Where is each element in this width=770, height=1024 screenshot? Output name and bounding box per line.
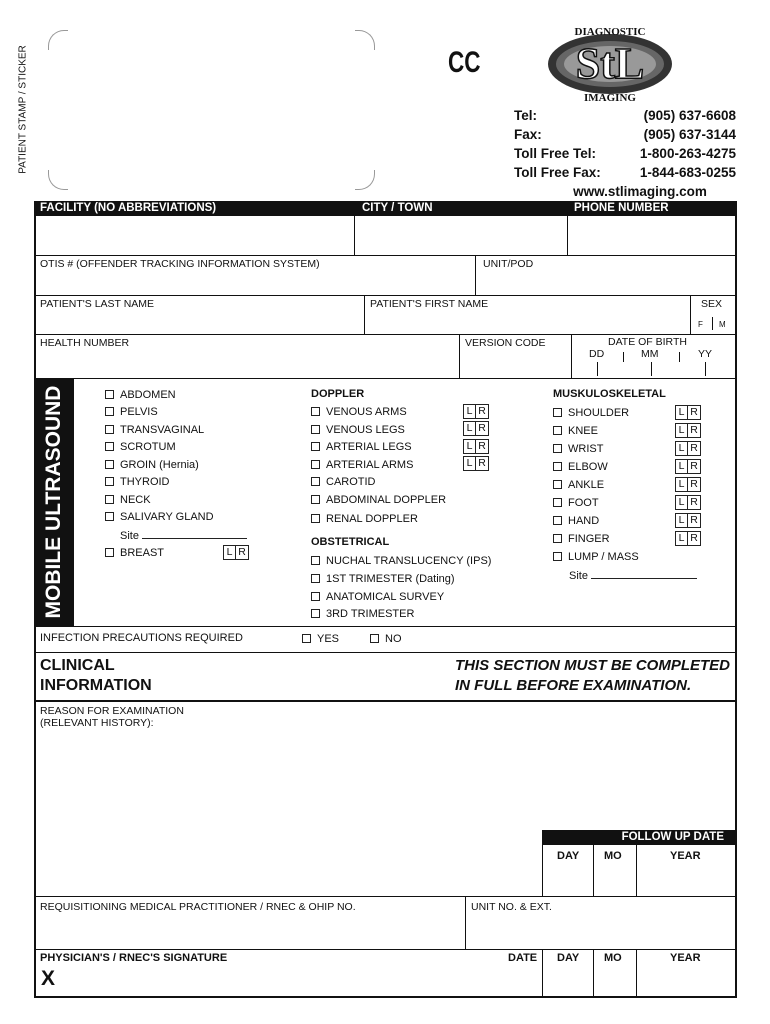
shoulder-lr[interactable]: L R: [675, 405, 701, 420]
version-code-field[interactable]: [460, 350, 570, 377]
facility-field[interactable]: [36, 216, 354, 255]
sig-mo[interactable]: MO: [604, 952, 622, 964]
msk-site[interactable]: Site: [569, 567, 697, 585]
arterial-legs-lr[interactable]: L R: [463, 439, 489, 454]
health-number-label: HEALTH NUMBER: [40, 337, 130, 349]
cb-venous-legs[interactable]: VENOUS LEGS: [311, 421, 405, 439]
contact-block: Tel: (905) 637-6608 Fax: (905) 637-3144 Toll Free Tel: 1-800-263-4275 Toll Free Fax: 1-844-683-0255 www.stlimaging.com: [514, 108, 736, 199]
cb-thyroid[interactable]: THYROID: [105, 473, 170, 491]
first-name-label: PATIENT'S FIRST NAME: [370, 298, 489, 310]
cb-arterial-legs[interactable]: ARTERIAL LEGS: [311, 438, 412, 456]
cb-abdomen[interactable]: ABDOMEN: [105, 386, 176, 404]
arterial-arms-lr[interactable]: L R: [463, 456, 489, 471]
hand-lr[interactable]: L R: [675, 513, 701, 528]
first-name-field[interactable]: [365, 310, 689, 333]
last-name-label: PATIENT'S LAST NAME: [40, 298, 155, 310]
cb-foot[interactable]: FOOT: [553, 494, 599, 512]
svg-text:IMAGING: IMAGING: [584, 92, 636, 104]
svg-text:DIAGNOSTIC: DIAGNOSTIC: [574, 26, 646, 38]
cb-hand[interactable]: HAND: [553, 512, 599, 530]
phone-field[interactable]: [568, 216, 735, 255]
msk-title: MUSKULOSKELETAL: [553, 388, 666, 400]
last-name-field[interactable]: [36, 310, 363, 333]
unit-pod-label: UNIT/POD: [483, 258, 534, 270]
unit-ext-field[interactable]: [466, 915, 735, 948]
cb-salivary-gland[interactable]: SALIVARY GLAND: [105, 508, 214, 526]
follow-day[interactable]: DAY: [557, 850, 580, 862]
infection-label: INFECTION PRECAUTIONS REQUIRED: [40, 632, 243, 644]
clinical-heading: CLINICAL INFORMATION: [40, 657, 152, 694]
col1-site[interactable]: Site: [120, 527, 247, 545]
venous-legs-lr[interactable]: L R: [463, 421, 489, 436]
obstetrical-title: OBSTETRICAL: [311, 536, 390, 548]
cb-scrotum[interactable]: SCROTUM: [105, 438, 176, 456]
unit-pod-field[interactable]: [476, 270, 735, 294]
follow-year[interactable]: YEAR: [670, 850, 701, 862]
unit-ext-label: UNIT NO. & EXT.: [471, 901, 552, 913]
cb-renal-doppler[interactable]: RENAL DOPPLER: [311, 510, 418, 528]
cb-anatomical[interactable]: ANATOMICAL SURVEY: [311, 588, 444, 606]
cb-finger[interactable]: FINGER: [553, 530, 610, 548]
dob-mm[interactable]: MM: [641, 348, 659, 360]
header-bar: FACILITY (NO ABBREVIATIONS) CITY / TOWN PHONE NUMBER: [34, 201, 737, 216]
knee-lr[interactable]: L R: [675, 423, 701, 438]
ankle-lr[interactable]: L R: [675, 477, 701, 492]
must-complete-note: THIS SECTION MUST BE COMPLETED IN FULL BEFORE EXAMINATION.: [455, 657, 731, 694]
elbow-lr[interactable]: L R: [675, 459, 701, 474]
follow-mo[interactable]: MO: [604, 850, 622, 862]
cb-venous-arms[interactable]: VENOUS ARMS: [311, 403, 407, 421]
cb-lump-mass[interactable]: LUMP / MASS: [553, 548, 639, 566]
cb-elbow[interactable]: ELBOW: [553, 458, 608, 476]
doppler-title: DOPPLER: [311, 388, 365, 400]
cb-infection-yes[interactable]: YES: [302, 630, 339, 648]
cb-wrist[interactable]: WRIST: [553, 440, 603, 458]
signature-label: PHYSICIAN'S / RNEC'S SIGNATURE: [40, 952, 228, 964]
website-link[interactable]: www.stlimaging.com: [573, 184, 707, 199]
finger-lr[interactable]: L R: [675, 531, 701, 546]
cc-label: CC: [448, 46, 481, 79]
reason-field[interactable]: [36, 732, 536, 892]
sex-label: SEX: [701, 298, 723, 310]
cb-shoulder[interactable]: SHOULDER: [553, 404, 629, 422]
reason-label: REASON FOR EXAMINATION (RELEVANT HISTORY):: [40, 705, 184, 729]
cb-infection-no[interactable]: NO: [370, 630, 402, 648]
cb-abdominal-doppler[interactable]: ABDOMINAL DOPPLER: [311, 491, 446, 509]
otis-field[interactable]: [36, 270, 474, 294]
version-code-label: VERSION CODE: [465, 337, 546, 349]
stl-logo: [545, 22, 675, 104]
cb-knee[interactable]: KNEE: [553, 422, 598, 440]
patient-stamp-area: [30, 30, 375, 190]
cb-pelvis[interactable]: PELVIS: [105, 403, 158, 421]
signature-x[interactable]: X: [41, 967, 56, 990]
cb-ankle[interactable]: ANKLE: [553, 476, 604, 494]
requisition-label: REQUISITIONING MEDICAL PRACTITIONER / RNEC & OHIP NO.: [40, 901, 356, 913]
cb-nuchal[interactable]: NUCHAL TRANSLUCENCY (IPS): [311, 552, 491, 570]
otis-label: OTIS # (OFFENDER TRACKING INFORMATION SYSTEM): [40, 258, 320, 270]
mobile-ultrasound-title: MOBILE ULTRASOUND: [42, 385, 65, 619]
foot-lr[interactable]: L R: [675, 495, 701, 510]
patient-stamp-label: PATIENT STAMP / STICKER: [17, 45, 29, 174]
requisition-field[interactable]: [36, 915, 464, 948]
city-field[interactable]: [355, 216, 567, 255]
breast-lr[interactable]: L R: [223, 545, 249, 560]
sex-f[interactable]: F: [698, 320, 703, 329]
venous-arms-lr[interactable]: L R: [463, 404, 489, 419]
wrist-lr[interactable]: L R: [675, 441, 701, 456]
sig-year[interactable]: YEAR: [670, 952, 701, 964]
cb-transvaginal[interactable]: TRANSVAGINAL: [105, 421, 204, 439]
date-label: DATE: [508, 952, 538, 964]
cb-1st-trimester[interactable]: 1ST TRIMESTER (Dating): [311, 570, 455, 588]
dob-dd[interactable]: DD: [589, 348, 605, 360]
cb-3rd-trimester[interactable]: 3RD TRIMESTER: [311, 605, 414, 623]
dob-label: DATE OF BIRTH: [608, 336, 687, 348]
svg-text:StL: StL: [575, 39, 645, 88]
cb-carotid[interactable]: CAROTID: [311, 473, 376, 491]
cb-neck[interactable]: NECK: [105, 491, 151, 509]
cb-breast[interactable]: BREAST: [105, 544, 164, 562]
follow-up-bar: FOLLOW UP DATE: [542, 830, 737, 845]
sig-day[interactable]: DAY: [557, 952, 580, 964]
health-number-field[interactable]: [36, 350, 458, 377]
cb-arterial-arms[interactable]: ARTERIAL ARMS: [311, 456, 413, 474]
dob-yy[interactable]: YY: [698, 348, 713, 360]
cb-groin[interactable]: GROIN (Hernia): [105, 456, 199, 474]
sex-m[interactable]: M: [719, 320, 726, 329]
